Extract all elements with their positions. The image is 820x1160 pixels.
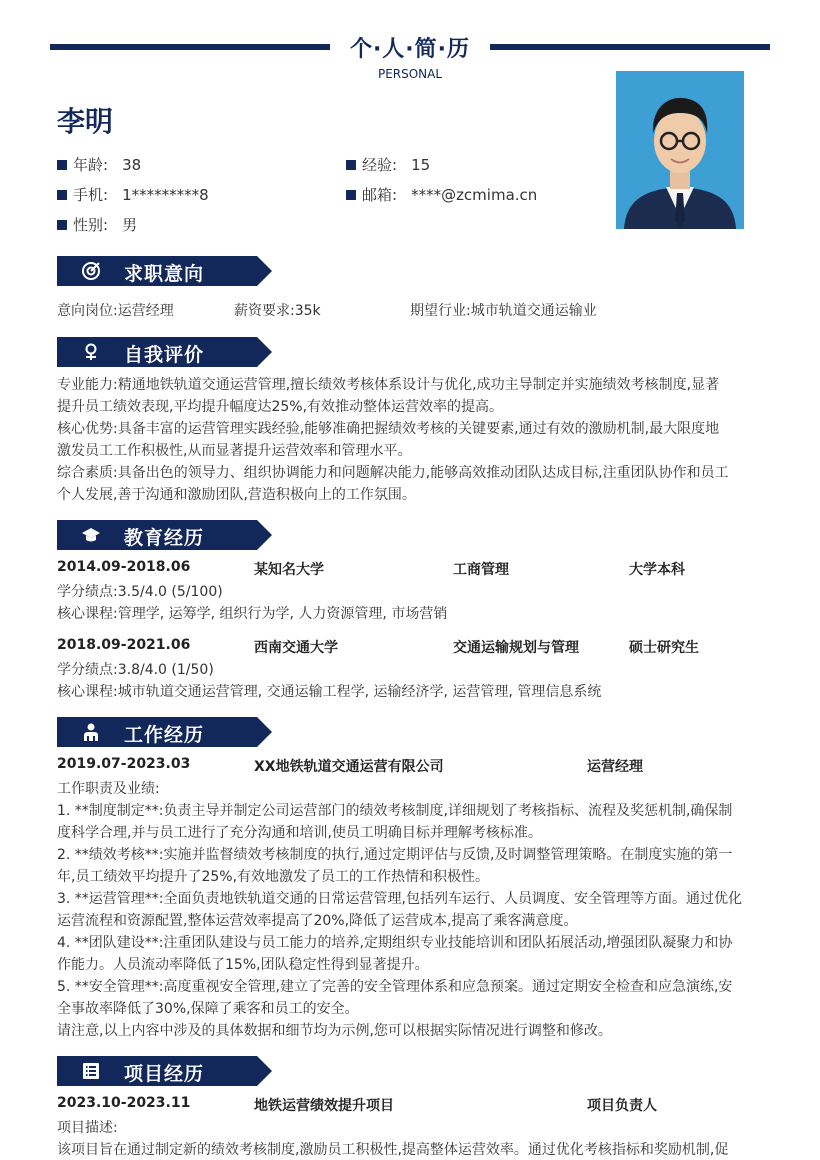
edu-period: 2014.09-2018.06 [57,559,191,575]
section-header-work: 工作经历 [57,717,272,747]
work-line: 4. **团队建设**:注重团队建设与员工能力的培养,定期组织专业技能培训和团队拓展活动,增强团队凝聚力和协 [57,935,733,951]
project-role: 项目负责人 [587,1098,657,1114]
project-line: 项目描述: [57,1120,118,1136]
intent-position: 意向岗位:运营经理 [57,303,174,319]
self-eval-line: 激发员工工作积极性,从而显著提升运营效率和管理水平。 [57,443,412,459]
edu-major: 交通运输规划与管理 [453,640,579,656]
target-icon [81,261,101,281]
work-line: 度科学合理,并与员工进行了充分沟通和培训,使员工明确目标并理解考核标准。 [57,825,542,841]
work-role: 运营经理 [587,759,643,775]
edu-gpa: 学分绩点:3.5/4.0 (5/100) [57,584,223,600]
header-rule-left [50,44,330,50]
section-header-self-eval: 自我评价 [57,337,272,367]
work-line: 年,员工绩效平均提升了25%,有效地激发了员工的工作热情和积极性。 [57,869,490,885]
bullet-square-icon [57,160,67,170]
edu-period: 2018.09-2021.06 [57,637,191,653]
edu-school: 某知名大学 [254,562,324,578]
edu-courses: 核心课程:管理学, 运筹学, 组织行为学, 人力资源管理, 市场营销 [57,606,448,622]
edu-degree: 大学本科 [629,562,685,578]
resume-subtitle: PERSONAL [377,67,443,81]
graduation-cap-icon [81,525,101,545]
edu-degree: 硕士研究生 [629,640,699,656]
edu-school: 西南交通大学 [254,640,338,656]
bullet-square-icon [346,190,356,200]
project-period: 2023.10-2023.11 [57,1095,191,1111]
edu-courses: 核心课程:城市轨道交通运营管理, 交通运输工程学, 运输经济学, 运营管理, 管理信息系统 [57,684,602,700]
info-age: 年龄: 38 [57,154,141,175]
project-name: 地铁运营绩效提升项目 [254,1098,394,1114]
edu-major: 工商管理 [453,562,509,578]
candidate-name: 李明 [57,105,114,138]
work-line: 全事故率降低了30%,保障了乘客和员工的安全。 [57,1001,359,1017]
resume-title: 个·人·简·历 [349,37,471,62]
project-line: 该项目旨在通过制定新的绩效考核制度,激励员工积极性,提高整体运营效率。通过优化考核指标和奖励机制,促 [57,1142,729,1158]
info-phone: 手机: 1*********8 [57,184,209,205]
intent-industry: 期望行业:城市轨道交通运输业 [410,303,597,319]
self-eval-line: 提升员工绩效表现,平均提升幅度达25%,有效推动整体运营效率的提高。 [57,399,504,415]
work-line: 作能力。人员流动率降低了15%,团队稳定性得到显著提升。 [57,957,429,973]
bullet-square-icon [57,190,67,200]
section-header-education: 教育经历 [57,520,272,550]
info-email: 邮箱: ****@zcmima.cn [346,184,537,205]
bullet-square-icon [57,220,67,230]
work-period: 2019.07-2023.03 [57,756,191,772]
header-rule-right [490,44,770,50]
section-header-job-intent: 求职意向 [57,256,272,286]
self-eval-line: 个人发展,善于沟通和激励团队,营造积极向上的工作氛围。 [57,487,416,503]
work-line: 工作职责及业绩: [57,781,160,797]
flower-icon [81,342,101,362]
self-eval-line: 核心优势:具备丰富的运营管理实践经验,能够准确把握绩效考核的关键要素,通过有效的激励机制,最大限度地 [57,421,720,437]
self-eval-line: 综合素质:具备出色的领导力、组织协调能力和问题解决能力,能够高效推动团队达成目标,注重团队协作和员工 [57,465,729,481]
info-experience: 经验: 15 [346,154,430,175]
intent-salary: 薪资要求:35k [234,303,321,319]
bullet-square-icon [346,160,356,170]
self-eval-line: 专业能力:精通地铁轨道交通运营管理,擅长绩效考核体系设计与优化,成功主导制定并实施绩效考核制度,显著 [57,377,720,393]
work-line: 请注意,以上内容中涉及的具体数据和细节均为示例,您可以根据实际情况进行调整和修改。 [57,1023,612,1039]
section-header-project: 项目经历 [57,1056,272,1086]
work-line: 3. **运营管理**:全面负责地铁轨道交通的日常运营管理,包括列车运行、人员调度、安全管理等方面。通过优化 [57,891,742,907]
work-line: 2. **绩效考核**:实施并监督绩效考核制度的执行,通过定期评估与反馈,及时调整管理策略。在制度实施的第一 [57,847,733,863]
person-icon [81,722,101,742]
work-line: 运营流程和资源配置,整体运营效率提高了20%,降低了运营成本,提高了乘客满意度。 [57,913,578,929]
edu-gpa: 学分绩点:3.8/4.0 (1/50) [57,662,214,678]
info-gender: 性别: 男 [57,214,137,235]
profile-photo [616,71,744,229]
work-company: XX地铁轨道交通运营有限公司 [254,759,444,775]
list-document-icon [81,1061,101,1081]
work-line: 1. **制度制定**:负责主导并制定公司运营部门的绩效考核制度,详细规划了考核指标、流程及奖惩机制,确保制 [57,803,733,819]
work-line: 5. **安全管理**:高度重视安全管理,建立了完善的安全管理体系和应急预案。通过定期安全检查和应急演练,安 [57,979,733,995]
